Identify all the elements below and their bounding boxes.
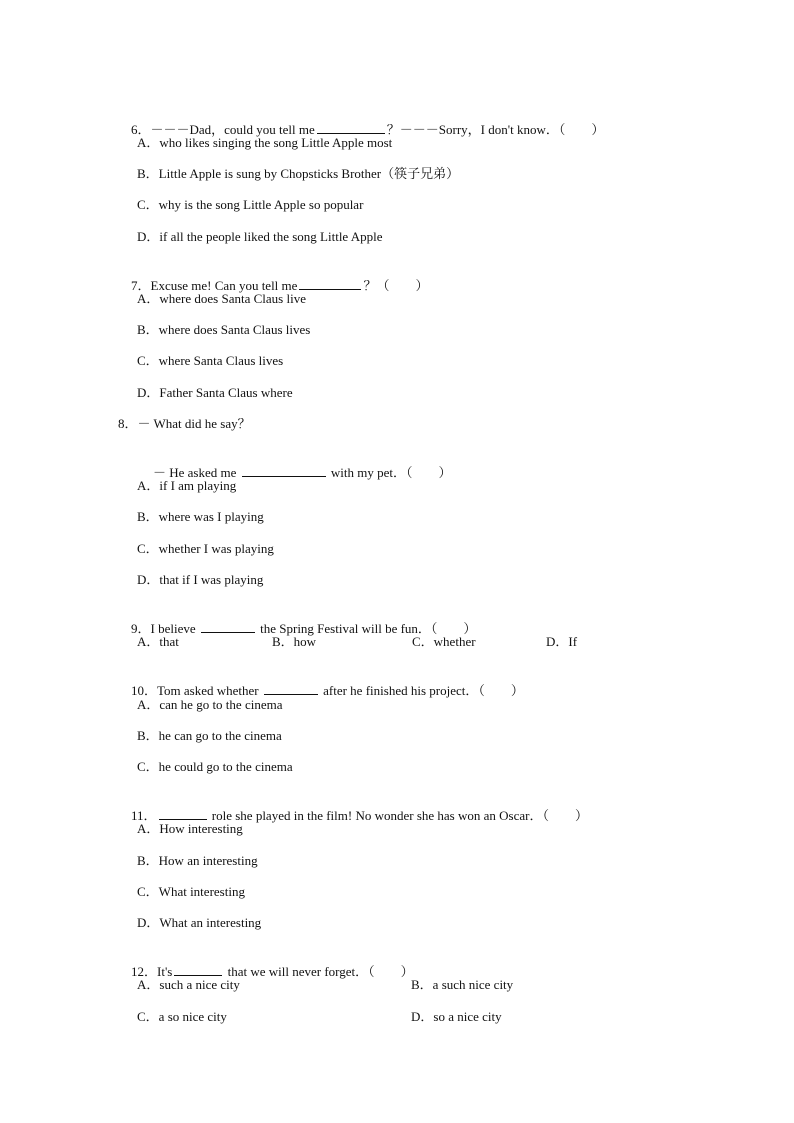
question-7-text-a: 7．Excuse me! Can you tell me xyxy=(131,278,298,293)
question-9-blank[interactable] xyxy=(201,620,255,633)
question-10-option-b[interactable]: B．he can go to the cinema xyxy=(137,728,282,743)
question-8-text-b: with my pet．（ ） xyxy=(330,465,452,480)
question-12-option-c[interactable]: C．a so nice city xyxy=(137,1009,227,1024)
question-11-option-d[interactable]: D．What an interesting xyxy=(137,915,262,930)
question-8-option-a[interactable]: A．if I am playing xyxy=(137,478,237,493)
question-12-text-b: that we will never forget．（ ） xyxy=(227,964,414,979)
question-12-option-b[interactable]: B．a such nice city xyxy=(411,977,514,992)
question-6-option-c[interactable]: C．why is the song Little Apple so popular xyxy=(137,197,364,212)
question-7-option-c[interactable]: C．where Santa Claus lives xyxy=(137,353,284,368)
question-11-blank[interactable] xyxy=(159,807,207,820)
question-9-option-b[interactable]: B．how xyxy=(272,634,317,649)
question-6-option-a[interactable]: A．who likes singing the song Little Apple most xyxy=(137,135,393,150)
question-10-blank[interactable] xyxy=(264,682,318,695)
question-9-option-d[interactable]: D．If xyxy=(546,634,578,649)
question-7-option-d[interactable]: D．Father Santa Claus where xyxy=(137,385,293,400)
question-11-option-a[interactable]: A．How interesting xyxy=(137,821,243,836)
question-10-text-a: 10．Tom asked whether xyxy=(131,683,259,698)
question-8-stem: 8．－ What did he say？ xyxy=(118,416,251,431)
question-12-option-d[interactable]: D．so a nice city xyxy=(411,1009,502,1024)
question-9-option-c[interactable]: C．whether xyxy=(412,634,476,649)
question-8-option-d[interactable]: D．that if I was playing xyxy=(137,572,264,587)
question-10-text-b: after he finished his project．（ ） xyxy=(323,683,524,698)
question-6-text-a: 6．－－－Dad，could you tell me xyxy=(131,122,315,137)
question-6-option-d[interactable]: D．if all the people liked the song Little Apple xyxy=(137,229,383,244)
question-8-option-c[interactable]: C．whether I was playing xyxy=(137,541,274,556)
question-9-text-a: 9．I believe xyxy=(131,621,196,636)
question-12-blank[interactable] xyxy=(174,963,222,976)
question-11-option-c[interactable]: C．What interesting xyxy=(137,884,245,899)
question-8-text-a: － He asked me xyxy=(153,465,237,480)
question-7-option-b[interactable]: B．where does Santa Claus lives xyxy=(137,322,311,337)
question-8-blank[interactable] xyxy=(242,464,326,477)
question-11-text-b: role she played in the film! No wonder she has won an Oscar．（ ） xyxy=(211,808,588,823)
question-11-option-b[interactable]: B．How an interesting xyxy=(137,853,258,868)
question-7-text-b: ？（ ） xyxy=(363,278,429,293)
question-8-option-b[interactable]: B．where was I playing xyxy=(137,509,264,524)
question-10-option-a[interactable]: A．can he go to the cinema xyxy=(137,697,283,712)
question-12-text-a: 12．It's xyxy=(131,964,173,979)
question-10-option-c[interactable]: C．he could go to the cinema xyxy=(137,759,293,774)
question-7-blank[interactable] xyxy=(299,277,361,290)
question-7-option-a[interactable]: A．where does Santa Claus live xyxy=(137,291,306,306)
question-6-option-b[interactable]: B．Little Apple is sung by Chopsticks Brother（筷子兄弟） xyxy=(137,166,460,181)
question-6-text-b: ？－－－Sorry，I don't know．（ ） xyxy=(386,122,605,137)
question-12-option-a[interactable]: A．such a nice city xyxy=(137,977,240,992)
question-9-option-a[interactable]: A．that xyxy=(137,634,179,649)
question-9-text-b: the Spring Festival will be fun．（ ） xyxy=(260,621,477,636)
question-11-text-a: 11． xyxy=(131,808,157,823)
question-6-blank[interactable] xyxy=(317,121,385,134)
